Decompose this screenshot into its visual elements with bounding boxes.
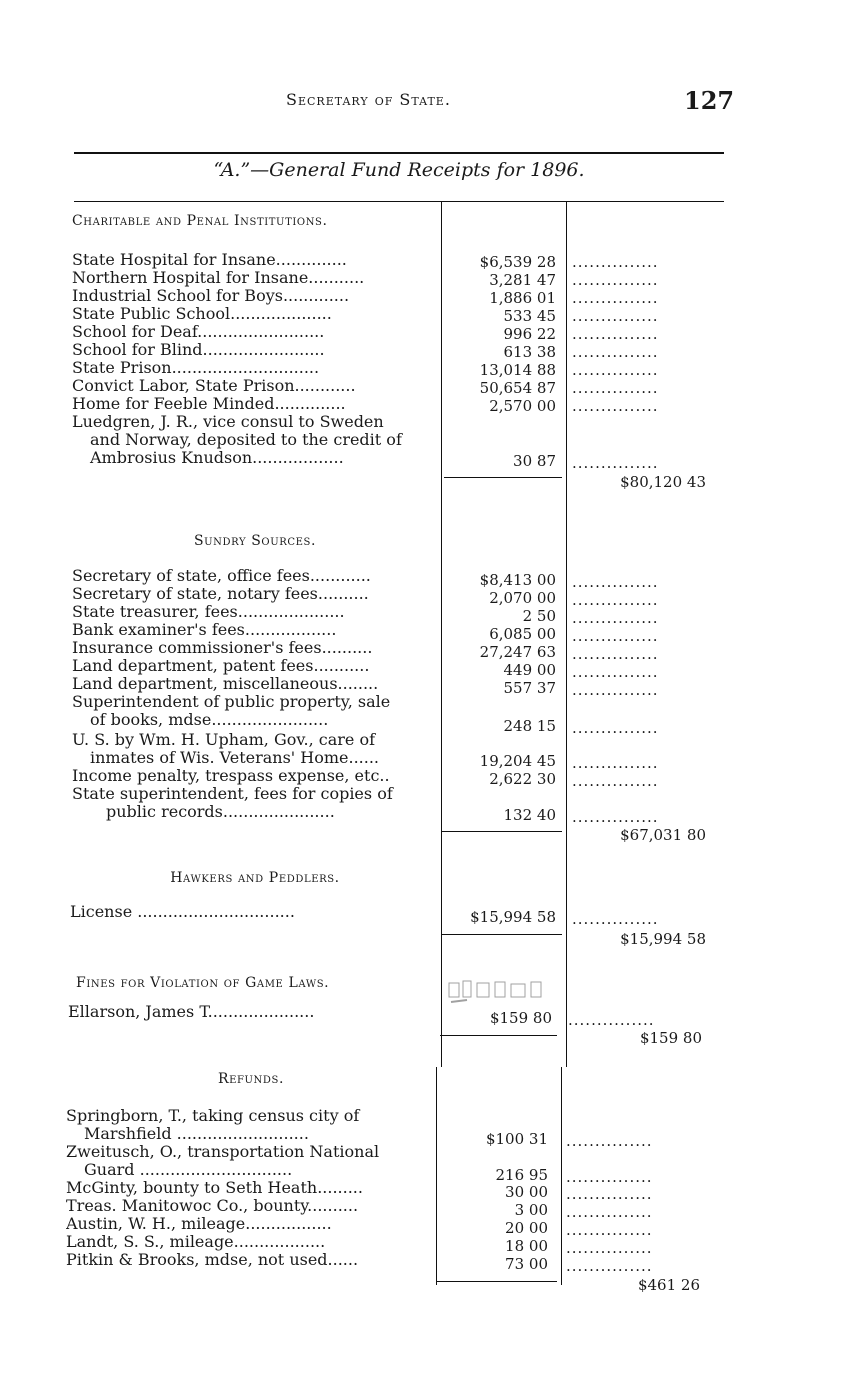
row-amount: $6,539 28: [479, 253, 556, 271]
row-label: Bank examiner's fees..................: [72, 621, 337, 639]
row-amount: 6,085 00: [489, 625, 556, 643]
row-dots: ...............: [572, 609, 659, 627]
row-label: and Norway, deposited to the credit of: [90, 431, 402, 449]
row-label: State Public School....................: [72, 305, 332, 323]
row-label: Marshfield ..........................: [84, 1125, 309, 1143]
row-label: School for Deaf.........................: [72, 323, 325, 341]
row-amount: $15,994 58: [470, 908, 556, 926]
row-label: Income penalty, trespass expense, etc..: [72, 767, 390, 785]
subtotal-rule: [442, 831, 562, 832]
row-dots: ...............: [572, 379, 659, 397]
row-dots: ...............: [572, 663, 659, 681]
row-label: Treas. Manitowoc Co., bounty..........: [66, 1197, 359, 1215]
row-label: License ...............................: [70, 903, 295, 921]
row-amount: 2,622 30: [489, 770, 556, 788]
row-label: Northern Hospital for Insane...........: [72, 269, 365, 287]
row-label: public records......................: [106, 803, 335, 821]
row-dots: ...............: [566, 1221, 653, 1239]
row-label: Austin, W. H., mileage.................: [66, 1215, 332, 1233]
row-dots: ...............: [572, 808, 659, 826]
row-label: Industrial School for Boys.............: [72, 287, 350, 305]
row-dots: ...............: [572, 397, 659, 415]
row-label: Zweitusch, O., transportation National: [66, 1143, 380, 1161]
row-label: Land department, miscellaneous........: [72, 675, 379, 693]
row-label: Luedgren, J. R., vice consul to Sweden: [72, 413, 384, 431]
row-dots: ...............: [566, 1239, 653, 1257]
section-heading-hawkers: Hawkers and Peddlers.: [170, 870, 340, 886]
row-label: Landt, S. S., mileage..................: [66, 1233, 326, 1251]
row-dots: ...............: [572, 454, 659, 472]
row-dots: ...............: [566, 1168, 653, 1186]
row-amount: $8,413 00: [479, 571, 556, 589]
section-heading-charitable: Charitable and Penal Institutions.: [72, 213, 328, 229]
row-amount: 2,070 00: [489, 589, 556, 607]
row-dots: ...............: [566, 1185, 653, 1203]
column-rule-left-upper: [441, 202, 442, 1067]
row-label: Superintendent of public property, sale: [72, 693, 391, 711]
row-label: State Hospital for Insane..............: [72, 251, 347, 269]
row-label: State superintendent, fees for copies of: [72, 785, 393, 803]
row-amount: 216 95: [495, 1166, 548, 1184]
row-amount: 18 00: [505, 1237, 548, 1255]
row-dots: ...............: [572, 591, 659, 609]
row-amount: 50,654 87: [479, 379, 556, 397]
subtotal-rule: [444, 477, 562, 478]
row-label: Springborn, T., taking census city of: [66, 1107, 360, 1125]
row-label: Convict Labor, State Prison............: [72, 377, 356, 395]
row-dots: ...............: [572, 253, 659, 271]
row-label: inmates of Wis. Veterans' Home......: [90, 749, 380, 767]
ink-stamp-icon: [447, 975, 551, 1005]
section-heading-sundry: Sundry Sources.: [193, 533, 317, 549]
row-dots: ...............: [566, 1257, 653, 1275]
row-amount: 2 50: [522, 607, 556, 625]
row-label: Home for Feeble Minded..............: [72, 395, 346, 413]
row-dots: ...............: [572, 271, 659, 289]
row-amount: 1,886 01: [489, 289, 556, 307]
row-label: State Prison.............................: [72, 359, 320, 377]
row-label: Land department, patent fees...........: [72, 657, 370, 675]
row-label: Ellarson, James T.....................: [68, 1003, 315, 1021]
row-dots: ...............: [572, 645, 659, 663]
row-dots: ...............: [572, 772, 659, 790]
row-dots: ...............: [572, 289, 659, 307]
row-amount: 2,570 00: [489, 397, 556, 415]
row-amount: 73 00: [505, 1255, 548, 1273]
row-dots: ...............: [572, 573, 659, 591]
row-amount: 3 00: [514, 1201, 548, 1219]
column-rule-right-upper: [566, 202, 567, 1067]
row-dots: ...............: [572, 910, 659, 928]
row-dots: ...............: [572, 343, 659, 361]
row-amount: 20 00: [505, 1219, 548, 1237]
row-label: Secretary of state, notary fees..........: [72, 585, 369, 603]
row-dots: ...............: [566, 1132, 653, 1150]
row-amount: 449 00: [503, 661, 556, 679]
row-label: Ambrosius Knudson..................: [90, 449, 344, 467]
row-amount: $100 31: [485, 1130, 548, 1148]
row-amount: 13,014 88: [479, 361, 556, 379]
row-amount: 996 22: [503, 325, 556, 343]
row-dots: ...............: [572, 627, 659, 645]
row-amount: 30 00: [505, 1183, 548, 1201]
row-amount: 27,247 63: [479, 643, 556, 661]
row-label: School for Blind........................: [72, 341, 325, 359]
row-label: Pitkin & Brooks, mdse, not used......: [66, 1251, 359, 1269]
subtotal-rule: [440, 1035, 557, 1036]
row-dots: ...............: [572, 681, 659, 699]
row-label: of books, mdse.......................: [90, 711, 329, 729]
row-dots: ...............: [572, 361, 659, 379]
row-dots: ...............: [572, 307, 659, 325]
row-label: U. S. by Wm. H. Upham, Gov., care of: [72, 731, 376, 749]
row-label: Insurance commissioner's fees..........: [72, 639, 373, 657]
row-dots: ...............: [566, 1203, 653, 1221]
section-total-sundry: $67,031 80: [620, 826, 706, 844]
section-heading-refunds: Refunds.: [217, 1071, 285, 1087]
row-amount: 248 15: [503, 717, 556, 735]
row-label: McGinty, bounty to Seth Heath.........: [66, 1179, 363, 1197]
row-amount: 557 37: [503, 679, 556, 697]
page-number: 127: [684, 86, 735, 115]
row-amount: $159 80: [489, 1009, 552, 1027]
row-amount: 30 87: [513, 452, 556, 470]
column-rule-left-lower: [436, 1067, 437, 1285]
row-amount: 19,204 45: [479, 752, 556, 770]
title-rule: [74, 201, 724, 202]
section-heading-fines: Fines for Violation of Game Laws.: [76, 975, 330, 991]
section-total-charitable: $80,120 43: [620, 473, 706, 491]
table-title: “A.”—General Fund Receipts for 1896.: [213, 159, 585, 181]
row-amount: 533 45: [503, 307, 556, 325]
section-total-refunds: $461 26: [637, 1276, 700, 1294]
row-amount: 132 40: [503, 806, 556, 824]
row-label: Guard ..............................: [84, 1161, 293, 1179]
section-total-fines: $159 80: [639, 1029, 702, 1047]
row-dots: ...............: [572, 325, 659, 343]
row-label: Secretary of state, office fees............: [72, 567, 371, 585]
column-rule-right-lower: [561, 1067, 562, 1285]
row-dots: ...............: [572, 719, 659, 737]
running-head: Secretary of State.: [286, 90, 451, 109]
row-dots: ...............: [568, 1011, 655, 1029]
row-label: State treasurer, fees.....................: [72, 603, 345, 621]
row-amount: 613 38: [503, 343, 556, 361]
top-rule: [74, 152, 724, 154]
row-dots: ...............: [572, 754, 659, 772]
subtotal-rule: [442, 934, 562, 935]
section-total-hawkers: $15,994 58: [620, 930, 706, 948]
subtotal-rule: [437, 1281, 557, 1282]
row-amount: 3,281 47: [489, 271, 556, 289]
